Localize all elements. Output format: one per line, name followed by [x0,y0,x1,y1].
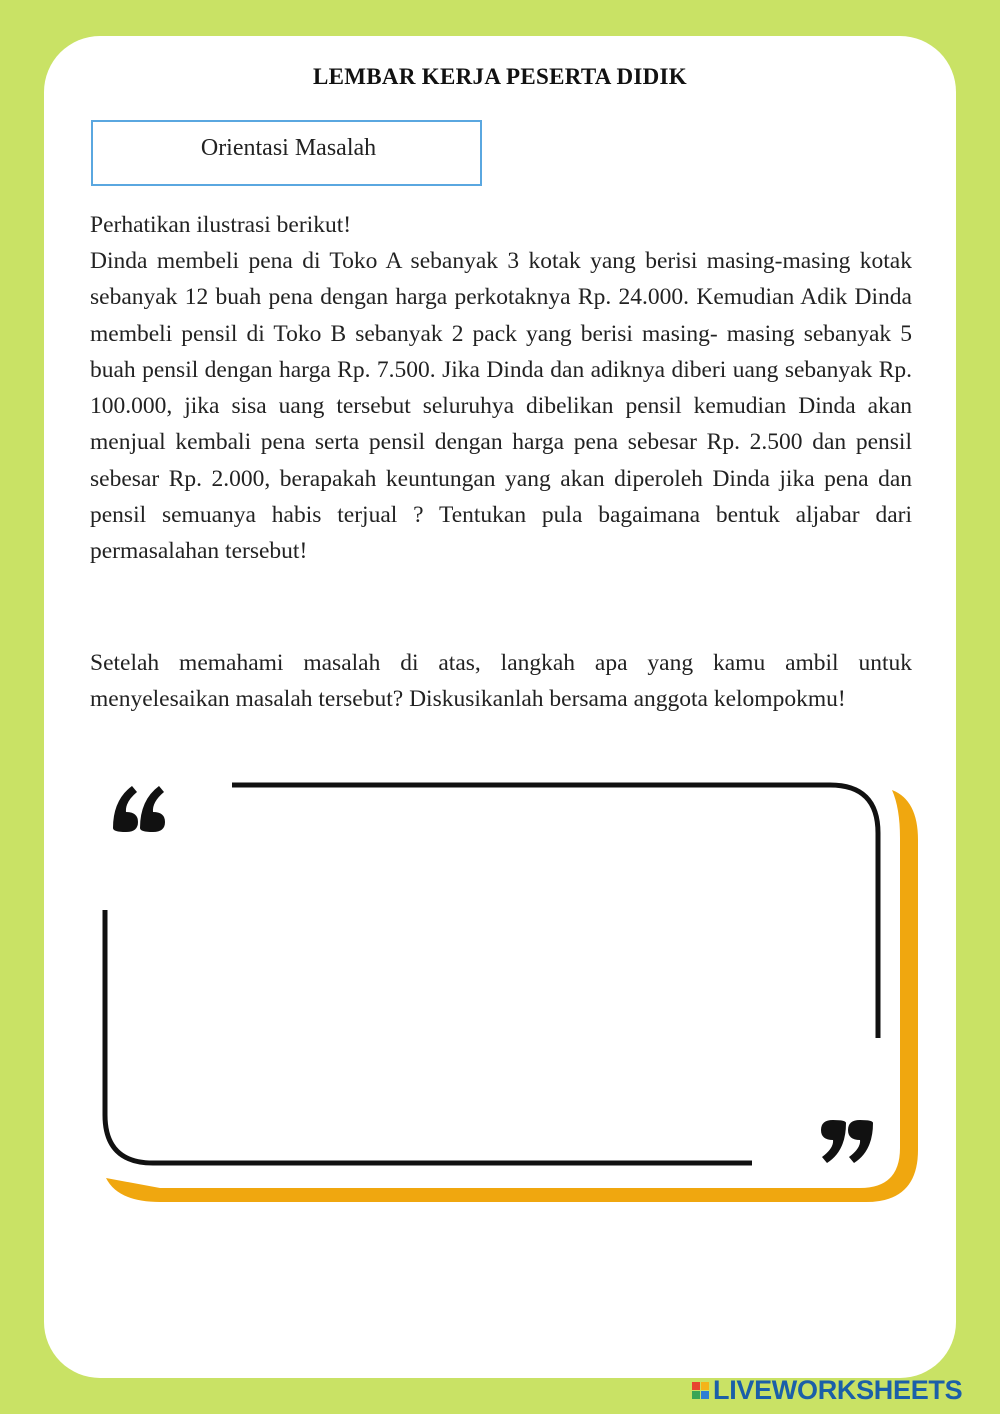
instruction-text: Setelah memahami masalah di atas, langkah apa yang kamu ambil untuk menyelesaikan masalah tersebut? Diskusikanlah bersama anggota kelompokmu! [90,650,912,713]
section-label: Orientasi Masalah [200,135,377,161]
liveworksheets-brand-text: LIVEWORKSHEETS [713,1374,963,1405]
answer-textarea[interactable] [130,830,854,1134]
liveworksheets-logo-icon [692,1382,709,1399]
intro-text: Perhatikan ilustrasi berikut! [90,212,352,238]
liveworksheets-logo [692,1376,962,1404]
page-title: LEMBAR KERJA PESERTA DIDIK [313,64,687,89]
open-quote-icon [113,786,165,832]
problem-text: Dinda membeli pena di Toko A sebanyak 3 kotak yang berisi masing-masing kotak sebanyak 12 buah pena dengan harga perkotaknya Rp. 24.000. Kemudian Adik Dinda membeli pensil di Toko B sebanyak 2 pack yang berisi masing- masing sebanyak 5 buah pensil dengan harga Rp. 7.500. Jika Dinda dan adiknya diberi uang sebanyak Rp. 100.000, jika sisa uang tersebut seluruhya dibelikan pensil kemudian Dinda akan menjual kembali pena serta pensil dengan harga pena sebesar Rp. 2.500 dan pensil sebesar Rp. 2.000, berapakah keuntungan yang akan diperoleh Dinda jika pena dan pensil semuanya habis terjual ? Tentukan pula bagaimana bentuk aljabar dari permasalahan tersebut! [90,248,912,565]
